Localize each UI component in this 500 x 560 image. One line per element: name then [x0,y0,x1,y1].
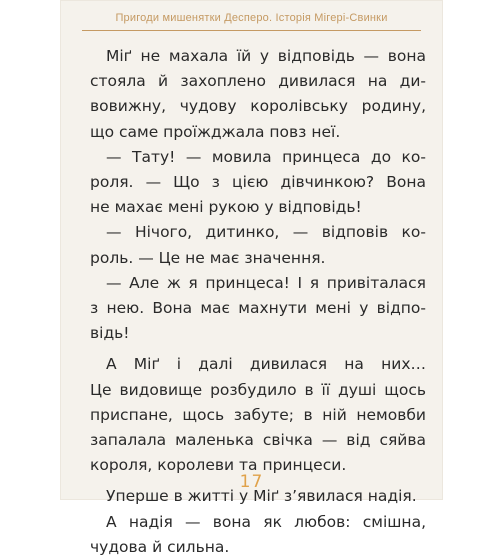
book-page [60,0,443,556]
text-line: Це видовище розбудило в її душі щось [90,380,426,399]
text-line: стояла й захоплено дивилася на ди- [90,72,426,91]
text-line: не махає мені рукою у відповідь! [90,198,362,217]
text-line: А надія — вона як любов: смішна, [106,512,426,531]
text-line: роль. — Це не має значення. [90,248,326,267]
text-line: приспане, щось забуте; в ній немовби [90,405,426,424]
text-line: короля, королеви та принцеси. [90,456,347,475]
text-line: вовижну, чудову королівську родину, [90,97,426,116]
text-line: Міґ не махала їй у відповідь — вона [106,47,426,65]
text-line: роля. — Що з цією дівчинкою? Вона [90,173,426,192]
running-head: Пригоди мишенятки Десперо. Історія Мігері-Свинки [115,12,388,24]
text-line: відь! [90,324,130,343]
text-line: — Тату! — мовила принцеса до ко- [106,147,426,166]
text-line: — Але ж я принцеса! І я привіталася [106,273,426,292]
text-line: — Нічого, дитинко, — відповів ко- [106,223,426,242]
text-line: з нею. Вона має махнути мені у відпо- [90,299,426,318]
text-line: що саме проїжджала повз неї. [90,122,341,141]
text-line: чудова й сильна. [90,537,230,556]
text-line: А Міґ і далі дивилася на них… [106,355,426,374]
page-number: 17 [239,472,264,492]
text-line: запалала маленька свічка — від сяйва [90,431,426,450]
header-rule [82,30,421,31]
text-line: Уперше в житті у Міґ з’явилася надія. [106,487,417,506]
